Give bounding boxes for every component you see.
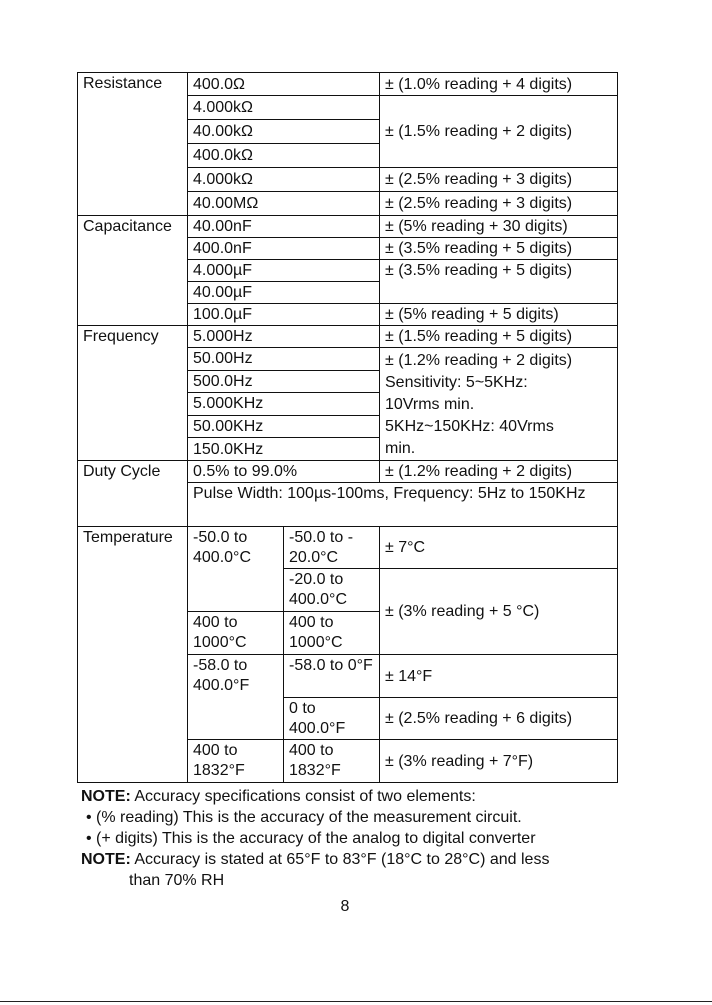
temperature-range-f: 400 to 1832°F bbox=[188, 740, 284, 783]
resistance-range: 4.000kΩ bbox=[188, 168, 380, 192]
resistance-accuracy: ± (1.5% reading + 2 digits) bbox=[380, 96, 618, 168]
resistance-label: Resistance bbox=[78, 73, 188, 216]
temperature-subrange: 0 to 400.0°F bbox=[284, 698, 380, 740]
specifications-table bbox=[77, 72, 618, 783]
frequency-sensitivity-line: Sensitivity: 5~5KHz: bbox=[385, 374, 528, 391]
note-text: Accuracy specifications consist of two elements: bbox=[130, 788, 476, 805]
temperature-accuracy: ± 7°C bbox=[380, 527, 618, 569]
resistance-range: 400.0kΩ bbox=[188, 144, 380, 168]
capacitance-range: 400.0nF bbox=[188, 238, 380, 260]
frequency-sensitivity-line: min. bbox=[385, 440, 416, 457]
frequency-range: 500.0Hz bbox=[188, 370, 380, 393]
pulse-width-spec: Pulse Width: 100µs-100ms, Frequency: 5Hz to 150KHz bbox=[188, 483, 618, 527]
note-line bbox=[81, 849, 641, 870]
resistance-range: 4.000kΩ bbox=[188, 96, 380, 120]
resistance-accuracy: ± (2.5% reading + 3 digits) bbox=[380, 192, 618, 216]
frequency-sensitivity-line: 5KHz~150KHz: 40Vrms bbox=[385, 418, 554, 435]
frequency-range: 5.000KHz bbox=[188, 393, 380, 416]
temperature-accuracy: ± (3% reading + 7°F) bbox=[380, 740, 618, 783]
frequency-range: 50.00KHz bbox=[188, 415, 380, 438]
notes-section bbox=[81, 786, 641, 891]
frequency-label: Frequency bbox=[78, 326, 188, 461]
resistance-accuracy: ± (1.0% reading + 4 digits) bbox=[380, 73, 618, 96]
note-line bbox=[81, 786, 641, 807]
duty-cycle-label: Duty Cycle bbox=[78, 461, 188, 527]
capacitance-accuracy: ± (5% reading + 5 digits) bbox=[380, 304, 618, 326]
note-bullet: • (+ digits) This is the accuracy of the analog to digital converter bbox=[86, 830, 536, 847]
temperature-subrange: 400 to 1000°C bbox=[284, 612, 380, 655]
duty-cycle-range: 0.5% to 99.0% bbox=[188, 461, 380, 483]
frequency-accuracy-line: ± (1.2% reading + 2 digits) bbox=[385, 352, 573, 369]
frequency-range: 150.0KHz bbox=[188, 438, 380, 461]
temperature-subrange: -50.0 to - 20.0°C bbox=[284, 527, 380, 569]
capacitance-accuracy: ± (5% reading + 30 digits) bbox=[380, 216, 618, 238]
resistance-range: 40.00kΩ bbox=[188, 120, 380, 144]
note-text: Accuracy is stated at 65°F to 83°F (18°C to 28°C) and less bbox=[130, 851, 550, 868]
temperature-accuracy: ± (2.5% reading + 6 digits) bbox=[380, 698, 618, 740]
temperature-subrange: 400 to 1832°F bbox=[284, 740, 380, 783]
page-divider bbox=[0, 1001, 712, 1002]
resistance-range: 400.0Ω bbox=[188, 73, 380, 96]
resistance-accuracy: ± (2.5% reading + 3 digits) bbox=[380, 168, 618, 192]
temperature-accuracy: ± (3% reading + 5 °C) bbox=[380, 569, 618, 655]
temperature-range-f: -58.0 to 400.0°F bbox=[188, 655, 284, 740]
note-label: NOTE: bbox=[81, 851, 131, 868]
temperature-subrange: -58.0 to 0°F bbox=[284, 655, 380, 698]
note-label: NOTE: bbox=[81, 788, 131, 805]
capacitance-range: 100.0µF bbox=[188, 304, 380, 326]
temperature-accuracy: ± 14°F bbox=[380, 655, 618, 698]
capacitance-accuracy: ± (3.5% reading + 5 digits) bbox=[380, 260, 618, 304]
duty-cycle-accuracy: ± (1.2% reading + 2 digits) bbox=[380, 461, 618, 483]
capacitance-accuracy: ± (3.5% reading + 5 digits) bbox=[380, 238, 618, 260]
frequency-accuracy bbox=[380, 348, 618, 461]
resistance-range: 40.00MΩ bbox=[188, 192, 380, 216]
page-number: 8 bbox=[340, 898, 350, 915]
temperature-range-c: 400 to 1000°C bbox=[188, 612, 284, 655]
capacitance-range: 40.00nF bbox=[188, 216, 380, 238]
note-bullet: • (% reading) This is the accuracy of the measurement circuit. bbox=[86, 809, 522, 826]
capacitance-range: 40.00µF bbox=[188, 282, 380, 304]
capacitance-label: Capacitance bbox=[78, 216, 188, 326]
frequency-sensitivity-line: 10Vrms min. bbox=[385, 396, 475, 413]
temperature-subrange: -20.0 to 400.0°C bbox=[284, 569, 380, 612]
frequency-range: 5.000Hz bbox=[188, 326, 380, 348]
capacitance-range: 4.000µF bbox=[188, 260, 380, 282]
temperature-label: Temperature bbox=[78, 527, 188, 783]
frequency-accuracy: ± (1.5% reading + 5 digits) bbox=[380, 326, 618, 348]
temperature-range-c: -50.0 to 400.0°C bbox=[188, 527, 284, 612]
frequency-range: 50.00Hz bbox=[188, 348, 380, 371]
note-text-continued: than 70% RH bbox=[129, 872, 225, 889]
